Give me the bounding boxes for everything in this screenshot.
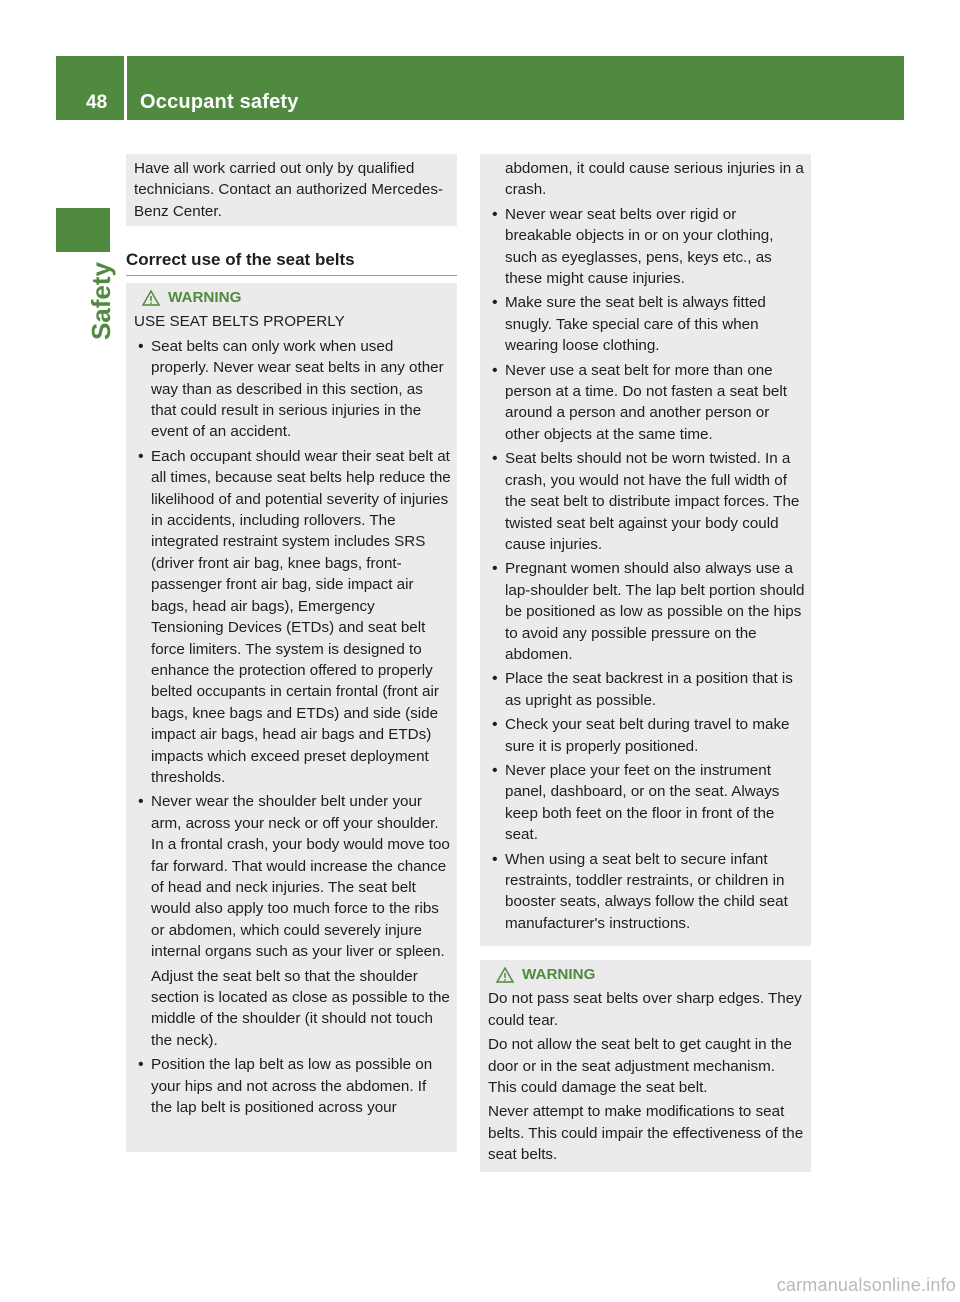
notice-box bbox=[126, 154, 457, 226]
list-item: • When using a seat belt to secure infant restraints, toddler restraints, or children in booster seats, always follow the child seat manufacturer's instructions. bbox=[488, 849, 805, 935]
continued-text: abdomen, it could cause serious injuries in a crash. bbox=[505, 160, 804, 199]
header-divider bbox=[124, 56, 127, 120]
warning-paragraph: Do not pass seat belts over sharp edges. They could tear. bbox=[488, 990, 802, 1029]
chapter-label: Safety bbox=[86, 262, 116, 341]
warning-box-edges bbox=[480, 960, 811, 1172]
list-item: • Seat belts should not be worn twisted. In a crash, you would not have the full width of the seat belt to distribute impact forces. The twisted seat belt against your body could cause injuries. bbox=[488, 448, 805, 555]
continued-list bbox=[488, 204, 805, 934]
warning-box-main bbox=[126, 283, 457, 1152]
list-item: • Never wear seat belts over rigid or breakable objects in or on your clothing, such as eyeglasses, pens, keys etc., as these might cause injuries. bbox=[488, 204, 805, 290]
warning-header bbox=[142, 287, 451, 308]
warning-label: WARNING bbox=[168, 289, 242, 306]
warning-label: WARNING bbox=[522, 966, 596, 983]
list-item: • Make sure the seat belt is always fitted snugly. Take special care of this when wearing loose clothing. bbox=[488, 292, 805, 356]
warning-box-continued bbox=[480, 154, 811, 946]
page-number: 48 bbox=[86, 92, 108, 113]
watermark: carmanualsonline.info bbox=[776, 1275, 956, 1295]
list-item: • Never place your feet on the instrument panel, dashboard, or on the seat. Always keep both feet on the floor in front of the seat. bbox=[488, 760, 805, 846]
warning-list-cont bbox=[134, 1054, 451, 1118]
list-item: • Never use a seat belt for more than one person at a time. Do not fasten a seat belt around a person and another person or other objects at the same time. bbox=[488, 360, 805, 446]
warning-header bbox=[496, 964, 805, 985]
list-item: • Position the lap belt as low as possible on your hips and not across the abdomen. If the lap belt is positioned across your bbox=[134, 1054, 451, 1118]
warning-paragraph: Do not allow the seat belt to get caught in the door or in the seat adjustment mechanism. This could damage the seat belt. bbox=[488, 1036, 792, 1097]
list-item: • Pregnant women should also always use a lap-shoulder belt. The lap belt portion should be positioned as low as possible on the hips to avoid any possible pressure on the abdomen. bbox=[488, 558, 805, 665]
warning-list bbox=[134, 336, 451, 963]
section-heading: Correct use of the seat belts bbox=[126, 250, 457, 276]
warning-intro: USE SEAT BELTS PROPERLY bbox=[134, 313, 345, 331]
list-item: • Place the seat backrest in a position that is as upright as possible. bbox=[488, 668, 805, 711]
list-item: • Never wear the shoulder belt under your arm, across your neck or off your shoulder. In a frontal crash, your body would move too far forward. That would increase the chance of head and neck injuries. The seat belt would also apply too much force to the ribs or abdomen, which could severely injure internal organs such as your liver or spleen. bbox=[134, 791, 451, 962]
notice-text: Have all work carried out only by qualified technicians. Contact an authorized Mercedes-Benz Center. bbox=[134, 160, 443, 220]
list-item: • Seat belts can only work when used properly. Never wear seat belts in any other way than as described in this section, as that could result in serious injuries in the event of an accident. bbox=[134, 336, 451, 443]
section-title: Occupant safety bbox=[140, 91, 299, 113]
adjust-note: Adjust the seat belt so that the shoulder section is located as close as possible to the middle of the shoulder (it should not touch the neck). bbox=[151, 967, 450, 1049]
warning-triangle-icon bbox=[142, 290, 160, 306]
warning-triangle-icon bbox=[496, 967, 514, 983]
warning-paragraph: Never attempt to make modifications to seat belts. This could impair the effectiveness of the seat belts. bbox=[488, 1103, 804, 1164]
list-item: • Check your seat belt during travel to make sure it is properly positioned. bbox=[488, 714, 805, 757]
list-item: • Each occupant should wear their seat belt at all times, because seat belts help reduce the likelihood of and potential severity of injuries in accidents, including rollovers. The integrated restraint system includes SRS (driver front air bag, knee bags, front-passenger front air bag, side impact air bags, head air bags), Emergency Tensioning Devices (ETDs) and seat belt force limiters. The system is designed to enhance the protection offered to properly belted occupants in certain frontal (front air bags, knee bags and ETDs) and side (side impact air bags, head air bags and ETDs) impacts which exceed preset deployment thresholds. bbox=[134, 446, 451, 789]
